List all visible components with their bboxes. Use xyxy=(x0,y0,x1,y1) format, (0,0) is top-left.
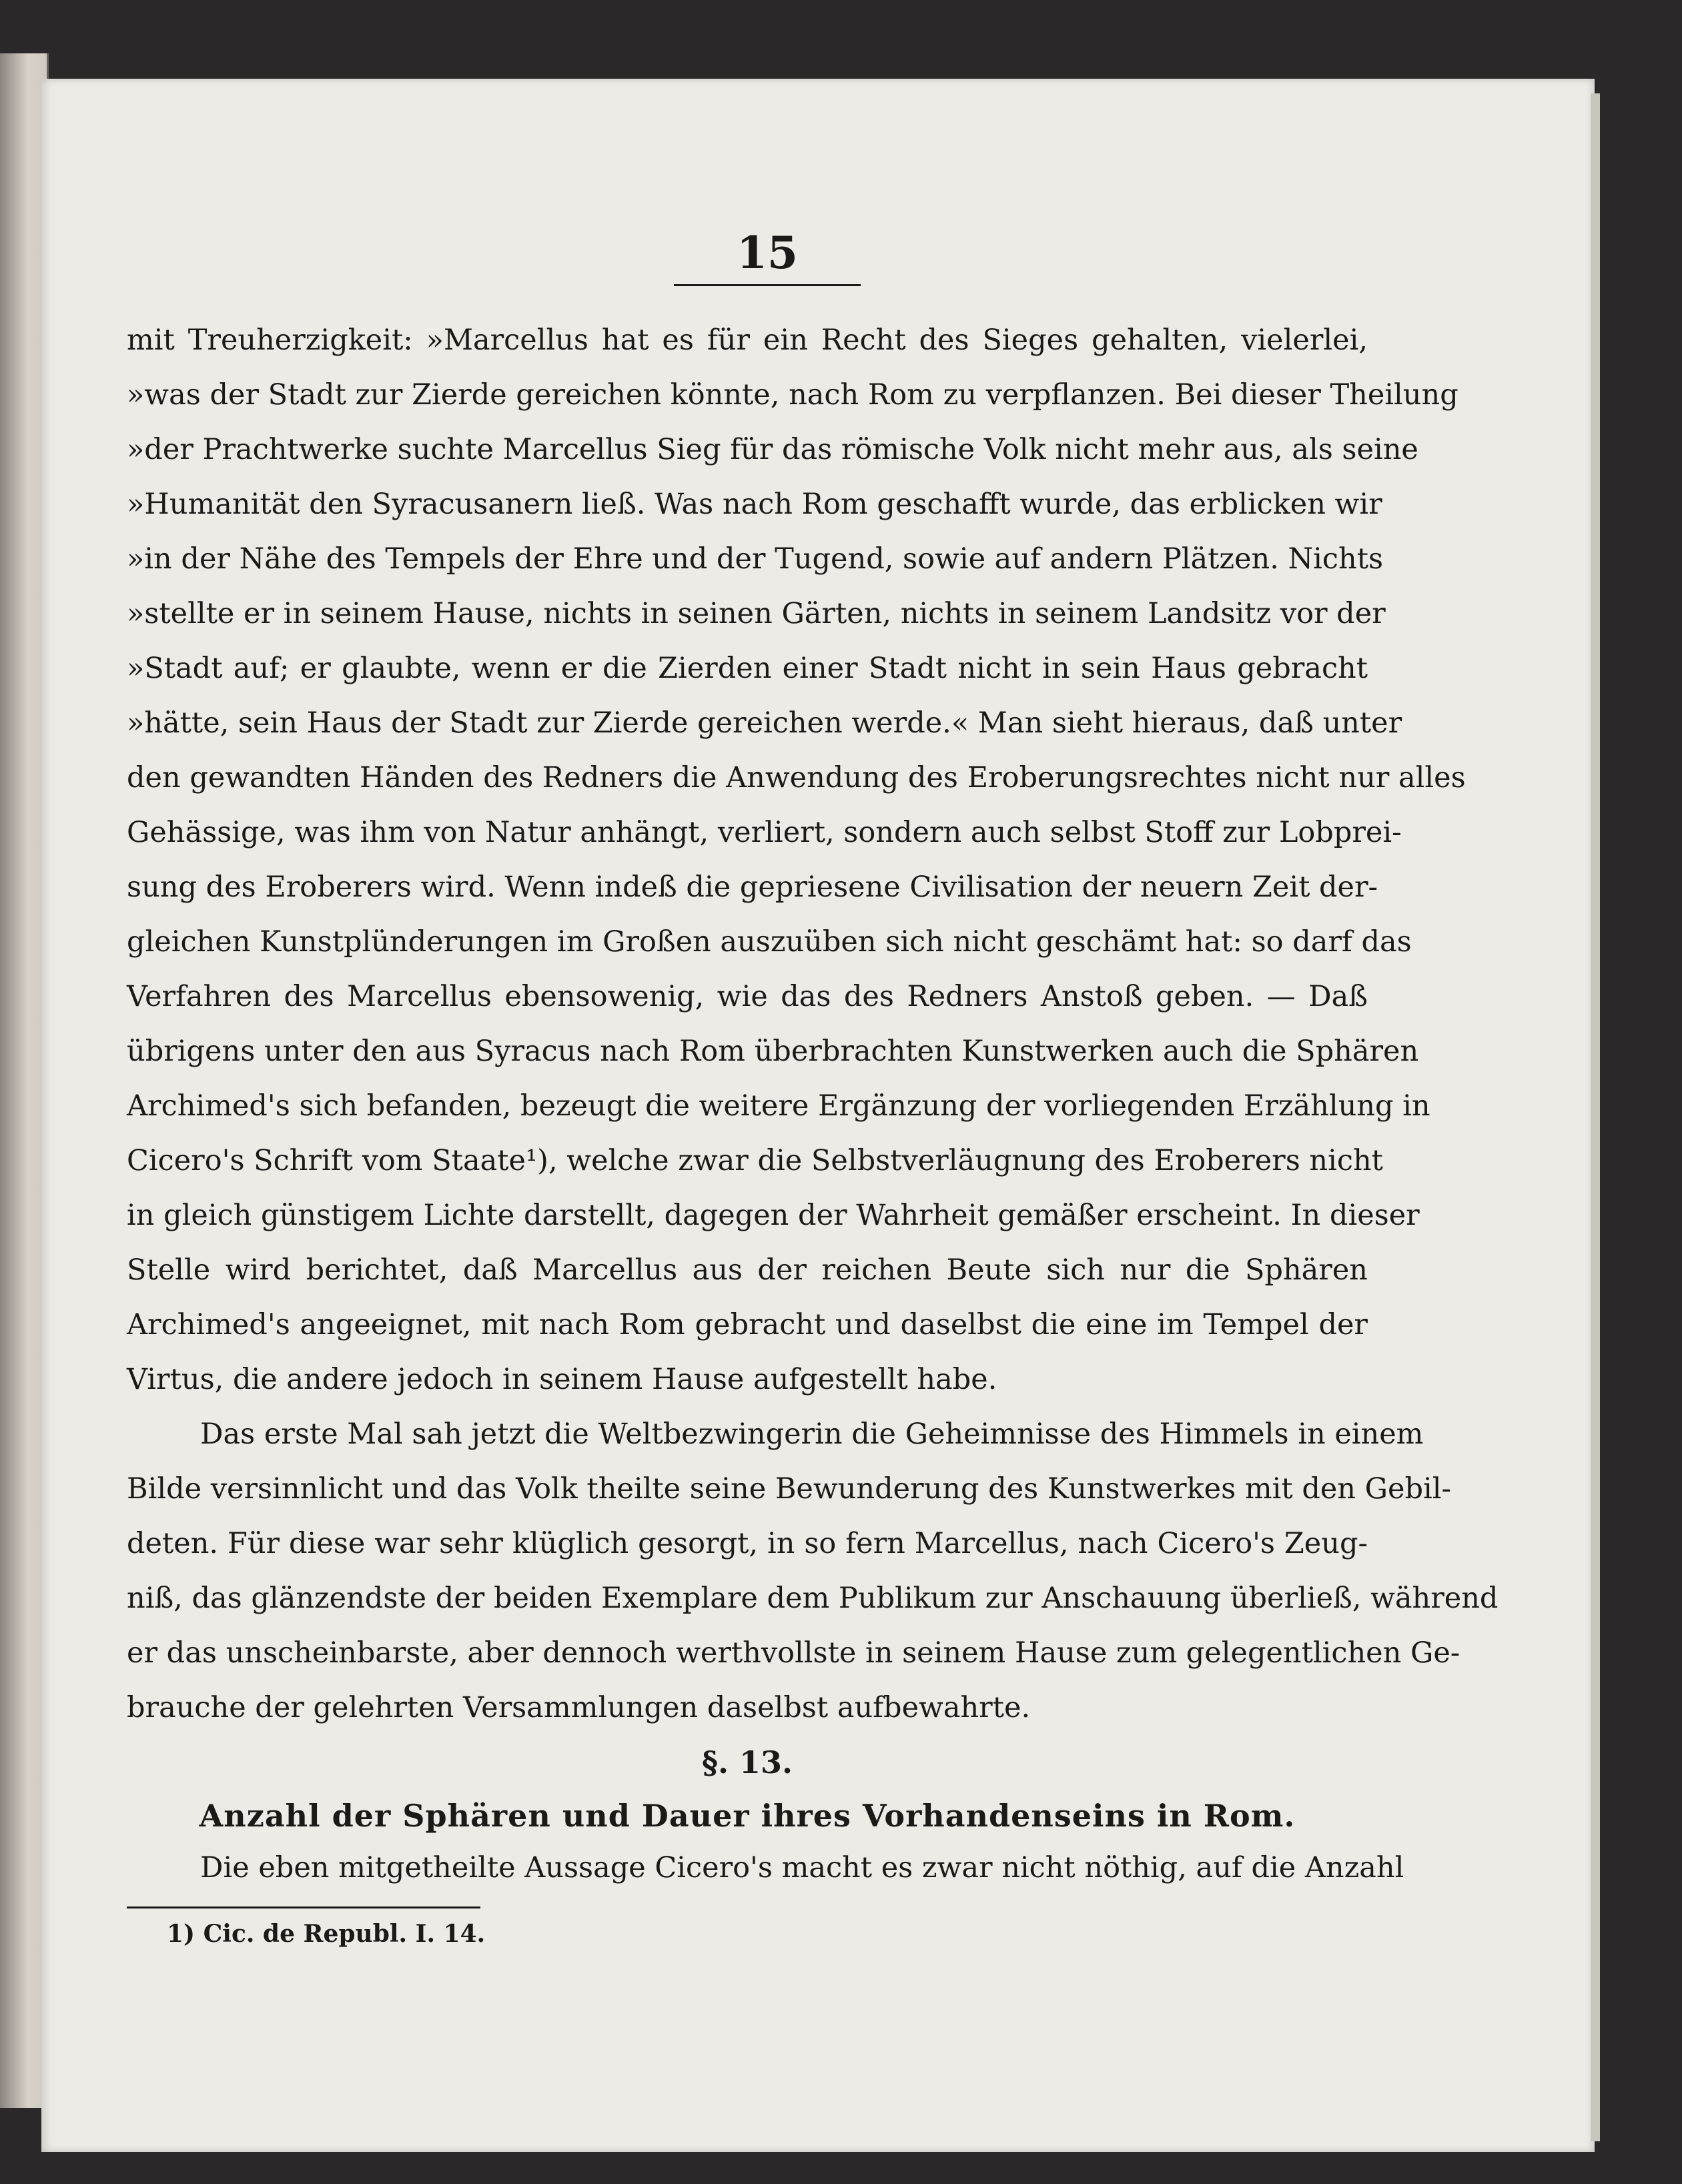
text-line: Archimed's angeeignet, mit nach Rom gebracht und daselbst die eine im Tempel der xyxy=(127,1308,1368,1341)
footnote: 1) Cic. de Republ. I. 14. xyxy=(167,1920,486,1948)
text-line: Das erste Mal sah jetzt die Weltbezwingerin die Geheimnisse des Himmels in einem xyxy=(200,1418,1424,1451)
page-number-rule xyxy=(674,284,861,286)
text-line: »Humanität den Syracusanern ließ. Was nach Rom geschafft wurde, das erblicken wir xyxy=(127,488,1382,521)
text-line: Verfahren des Marcellus ebensowenig, wie das des Redners Anstoß geben. — Daß xyxy=(127,980,1368,1013)
section-number: §. 13. xyxy=(701,1744,793,1780)
text-line: gleichen Kunstplünderungen im Großen auszuüben sich nicht geschämt hat: so darf das xyxy=(127,925,1412,959)
text-line: Cicero's Schrift vom Staate¹), welche zwar die Selbstverläugnung des Eroberers nicht xyxy=(127,1144,1383,1177)
text-line: Gehässige, was ihm von Natur anhängt, verliert, sondern auch selbst Stoff zur Lobprei- xyxy=(127,816,1402,849)
text-line: »was der Stadt zur Zierde gereichen könnte, nach Rom zu verpflanzen. Bei dieser Theilung xyxy=(127,378,1458,412)
text-line: sung des Eroberers wird. Wenn indeß die gepriesene Civilisation der neuern Zeit der- xyxy=(127,871,1378,904)
text-line: deten. Für diese war sehr klüglich gesorgt, in so fern Marcellus, nach Cicero's Zeug- xyxy=(127,1527,1368,1560)
text-line: »in der Nähe des Tempels der Ehre und der Tugend, sowie auf andern Plätzen. Nichts xyxy=(127,542,1384,576)
text-line: Virtus, die andere jedoch in seinem Hause aufgestellt habe. xyxy=(127,1363,997,1396)
text-line: brauche der gelehrten Versammlungen daselbst aufbewahrte. xyxy=(127,1691,1031,1724)
text-line: er das unscheinbarste, aber dennoch werthvollste in seinem Hause zum gelegentlichen Ge- xyxy=(127,1636,1460,1670)
text-line: Bilde versinnlicht und das Volk theilte seine Bewunderung des Kunstwerkes mit den Gebil- xyxy=(127,1472,1452,1506)
footnote-rule xyxy=(127,1906,480,1908)
text-line: »hätte, sein Haus der Stadt zur Zierde gereichen werde.« Man sieht hieraus, daß unter xyxy=(127,706,1402,740)
text-line: in gleich günstigem Lichte darstellt, dagegen der Wahrheit gemäßer erscheint. In dieser xyxy=(127,1199,1420,1232)
text-line: »stellte er in seinem Hause, nichts in seinen Gärten, nichts in seinem Landsitz vor der xyxy=(127,597,1386,630)
text-line: Stelle wird berichtet, daß Marcellus aus der reichen Beute sich nur die Sphären xyxy=(127,1253,1368,1287)
text-line: niß, das glänzendste der beiden Exemplare dem Publikum zur Anschauung überließ, während xyxy=(127,1582,1499,1615)
text-line: »der Prachtwerke suchte Marcellus Sieg für das römische Volk nicht mehr aus, als seine xyxy=(127,433,1418,466)
text-line: mit Treuherzigkeit: »Marcellus hat es für ein Recht des Sieges gehalten, vielerlei, xyxy=(127,324,1368,357)
right-page-edge xyxy=(1591,93,1600,2141)
text-line: Archimed's sich befanden, bezeugt die weitere Ergänzung der vorliegenden Erzählung in xyxy=(127,1089,1430,1123)
text-line: »Stadt auf; er glaubte, wenn er die Zierden einer Stadt nicht in sein Haus gebracht xyxy=(127,652,1368,685)
page-number: 15 xyxy=(737,227,798,279)
text-line: den gewandten Händen des Redners die Anwendung des Eroberungsrechtes nicht nur alles xyxy=(127,761,1466,794)
text-line: übrigens unter den aus Syracus nach Rom überbrachten Kunstwerken auch die Sphären xyxy=(127,1035,1419,1068)
section-title: Anzahl der Sphären und Dauer ihres Vorhandenseins in Rom. xyxy=(199,1798,1296,1834)
text-line: Die eben mitgetheilte Aussage Cicero's macht es zwar nicht nöthig, auf die Anzahl xyxy=(200,1851,1404,1884)
